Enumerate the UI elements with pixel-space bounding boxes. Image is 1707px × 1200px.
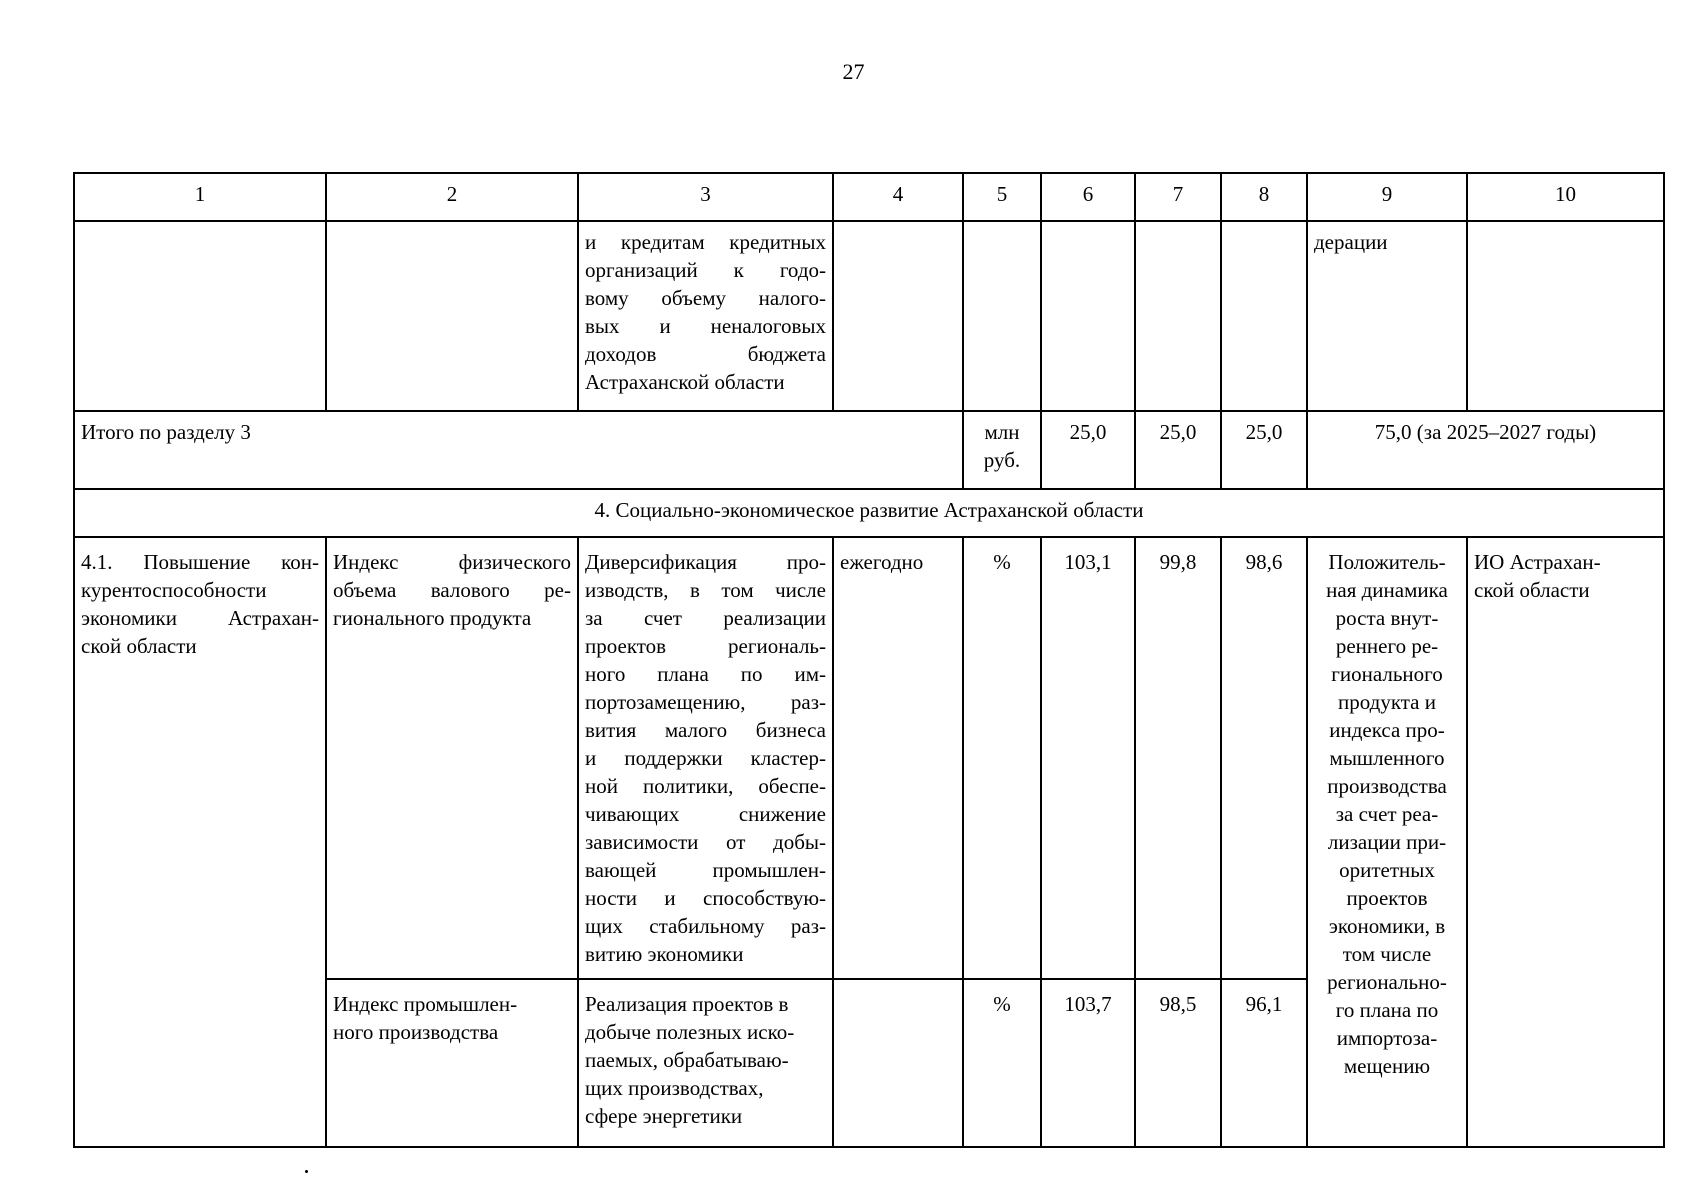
text-line: за счет реа- [1335, 802, 1439, 826]
text-line: добыче полезных иско- [585, 1020, 795, 1044]
table-header-row [74, 173, 1664, 221]
text-line: объема валового ре- [333, 578, 571, 602]
text-line: ной политики, обеспе- [585, 774, 826, 798]
text-line: проектов [1346, 886, 1428, 910]
text-line: проектов региональ- [585, 634, 826, 658]
table-cell-period: ежегодно [833, 537, 963, 979]
table-row-section [74, 489, 1664, 537]
text-line: роста внут- [1335, 606, 1439, 630]
text-line: 4.1. Повышение кон- [81, 550, 319, 574]
table-row-continuation [74, 221, 1664, 411]
text-line: курентоспособности [81, 578, 267, 602]
text-line: доходов бюджета [585, 342, 826, 366]
page-number: 27 [842, 59, 865, 84]
text-line: продукта и [1338, 690, 1436, 714]
text-line: мещению [1343, 1054, 1431, 1078]
table-cell-value-7: 99,8 [1135, 537, 1221, 979]
text-line: вающей промышлен- [585, 858, 826, 882]
text-line: млн [984, 420, 1020, 444]
text-line: изводств, в том числе [585, 578, 826, 602]
text-line: оритетных [1339, 858, 1435, 882]
header-cell: 7 [1135, 173, 1221, 221]
text-line: витию экономики [585, 942, 744, 966]
table-cell-indicator [326, 537, 578, 979]
text-line: том числе [1342, 942, 1432, 966]
document-table [73, 172, 1665, 1148]
table-cell [1041, 221, 1135, 411]
text-line: ности и способствую- [585, 886, 826, 910]
text-line: экономики Астрахан- [81, 606, 319, 630]
table-cell-unit: % [963, 979, 1041, 1147]
text-line: и кредитам кредитных [585, 230, 826, 254]
text-line: Индекс промышлен- [333, 992, 518, 1016]
text-line: руб. [983, 448, 1021, 472]
scan-speck [305, 1170, 308, 1173]
table-cell-value-7: 98,5 [1135, 979, 1221, 1147]
text-line: гионального [1331, 662, 1443, 686]
text-line: портозамещению, раз- [585, 690, 826, 714]
text-line: щих стабильному раз- [585, 914, 826, 938]
table-cell-description [578, 979, 833, 1147]
text-line: вому объему налого- [585, 286, 826, 310]
table-cell [1467, 221, 1664, 411]
text-line: ской области [1474, 578, 1590, 602]
text-line: Диверсификация про- [585, 550, 826, 574]
text-line: и поддержки кластер- [585, 746, 826, 770]
text-line: ской области [81, 634, 197, 658]
text-line: чивающих снижение [585, 802, 826, 826]
total-value-7: 25,0 [1135, 411, 1221, 489]
text-line: Положитель- [1328, 550, 1446, 574]
table-cell-period [833, 979, 963, 1147]
text-line: зависимости от добы- [585, 830, 826, 854]
table-cell [326, 221, 578, 411]
text-line: ИО Астрахан- [1474, 550, 1601, 574]
header-cell: 9 [1307, 173, 1467, 221]
table-cell-value-6: 103,7 [1041, 979, 1135, 1147]
table-cell [1221, 221, 1307, 411]
text-line: реннего ре- [1335, 634, 1439, 658]
header-cell: 4 [833, 173, 963, 221]
text-line: регионально- [1327, 970, 1447, 994]
table-cell [1135, 221, 1221, 411]
header-cell: 1 [74, 173, 326, 221]
table-cell-value-8: 96,1 [1221, 979, 1307, 1147]
text-line: сфере энергетики [585, 1104, 743, 1128]
text-line: вития малого бизнеса [585, 718, 826, 742]
text-line: экономики, в [1328, 914, 1446, 938]
text-line: щих производствах, [585, 1076, 764, 1100]
total-value-8: 25,0 [1221, 411, 1307, 489]
table-cell [833, 221, 963, 411]
text-line: гионального продукта [333, 606, 532, 630]
text-line: Астраханской области [585, 370, 785, 394]
table-cell-description [578, 221, 833, 411]
table-row-total [74, 411, 1664, 489]
total-label: Итого по разделу 3 [74, 411, 963, 489]
text-line: за счет реализации [585, 606, 826, 630]
table-cell-value-8: 98,6 [1221, 537, 1307, 979]
text-line: Реализация проектов в [585, 992, 789, 1016]
header-cell: 2 [326, 173, 578, 221]
total-summary: 75,0 (за 2025–2027 годы) [1307, 411, 1664, 489]
table-cell [963, 221, 1041, 411]
text-line: импортоза- [1336, 1026, 1438, 1050]
text-line: производства [1327, 774, 1447, 798]
table-cell-result [1307, 537, 1467, 1147]
text-line: организаций к годо- [585, 258, 826, 282]
table-cell-value-6: 103,1 [1041, 537, 1135, 979]
section-title: 4. Социально-экономическое развитие Астраханской области [74, 489, 1664, 537]
table-cell-indicator [326, 979, 578, 1147]
header-cell: 8 [1221, 173, 1307, 221]
text-line: Индекс физического [333, 550, 571, 574]
text-line: вых и неналоговых [585, 314, 826, 338]
table-cell-description [578, 537, 833, 979]
text-line: индекса про- [1329, 718, 1445, 742]
text-line: паемых, обрабатываю- [585, 1048, 789, 1072]
total-value-6: 25,0 [1041, 411, 1135, 489]
header-cell: 6 [1041, 173, 1135, 221]
text-line: ного производства [333, 1020, 499, 1044]
text-line: мышленного [1329, 746, 1445, 770]
text-line: ная динамика [1326, 578, 1448, 602]
table-cell [74, 221, 326, 411]
text-line: го плана по [1335, 998, 1439, 1022]
total-unit [963, 411, 1041, 489]
text-line: ного плана по им- [585, 662, 826, 686]
table-cell-responsible [1467, 537, 1664, 1147]
header-cell: 3 [578, 173, 833, 221]
header-cell: 5 [963, 173, 1041, 221]
table-cell-unit: % [963, 537, 1041, 979]
table-cell-goal [74, 537, 326, 1147]
table-cell-result: дерации [1307, 221, 1467, 411]
table-row [74, 537, 1664, 979]
header-cell: 10 [1467, 173, 1664, 221]
text-line: лизации при- [1327, 830, 1447, 854]
